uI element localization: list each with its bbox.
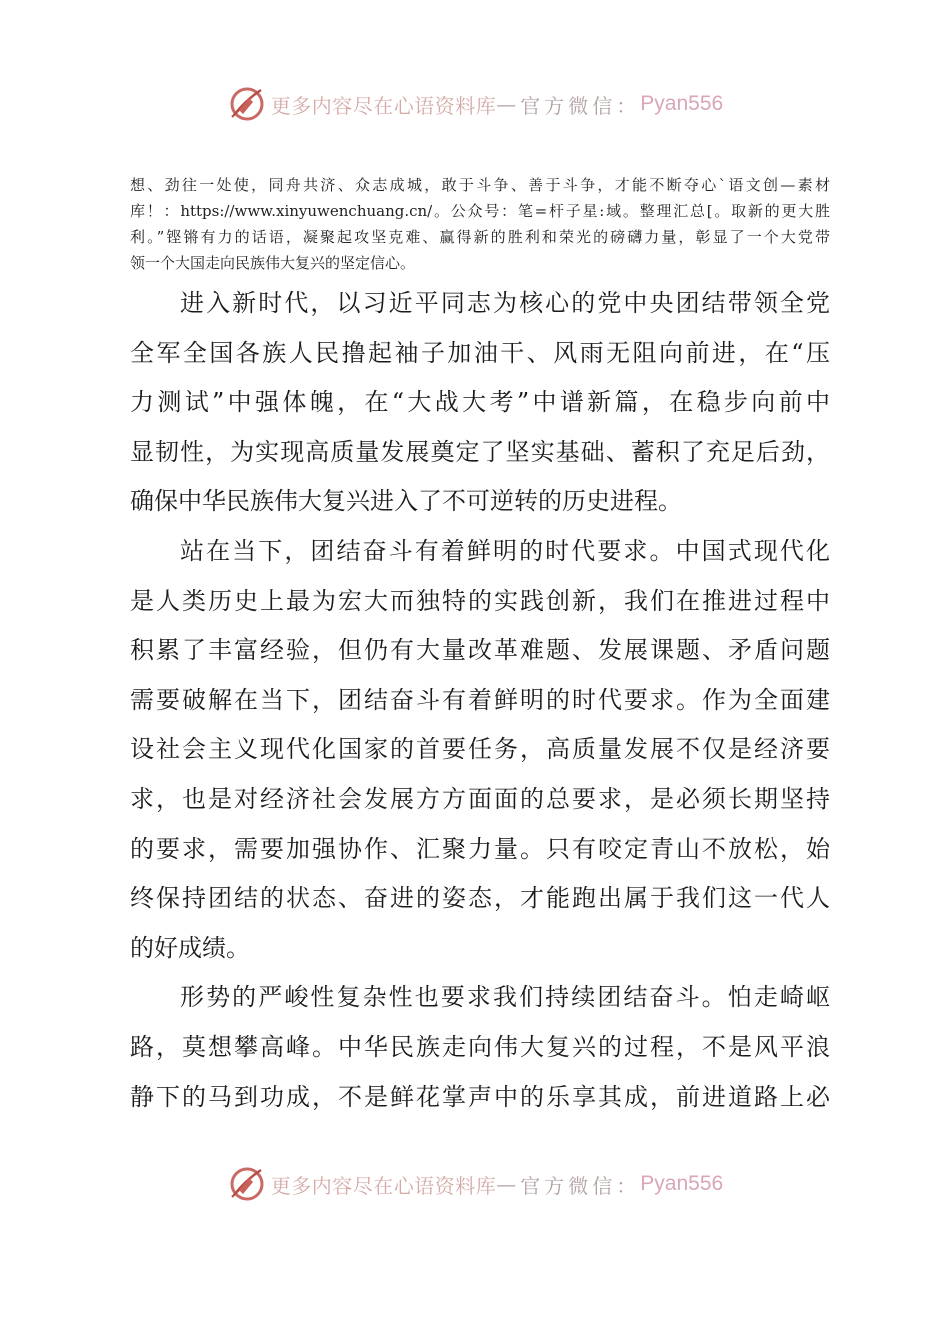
paragraph	[130, 279, 830, 527]
banner-dash: —	[496, 1172, 521, 1196]
paragraph-line: 设社会主义现代化国家的首要任务，高质量发展不仅是经济要	[130, 735, 830, 764]
pen-logo-icon	[227, 1164, 267, 1204]
paragraph-line: 站在当下，团结奋斗有着鲜明的时代要求。中国式现代化	[180, 536, 830, 565]
intro-line: 领一个大国走向民族伟大复兴的坚定信心。	[130, 254, 416, 272]
paragraph-line: 求，也是对经济社会发展方方面面的总要求，是必须长期坚持	[130, 784, 830, 813]
paragraph-line: 是人类历史上最为宏大而独特的实践创新，我们在推进过程中	[130, 586, 830, 615]
banner-official-label: 官方微信：	[520, 93, 641, 118]
banner-wechat-id: Pyan556	[640, 92, 724, 115]
paragraph-line: 显韧性，为实现高质量发展奠定了坚实基础、蓄积了充足后劲，	[130, 437, 830, 466]
paragraph-line: 路，莫想攀高峰。中华民族走向伟大复兴的过程，不是风平浪	[130, 1032, 830, 1061]
pen-logo-icon	[227, 84, 267, 124]
paragraph-line: 终保持团结的状态、奋进的姿态，才能跑出属于我们这一代人	[130, 884, 830, 913]
paragraph	[130, 527, 830, 973]
paragraph-line: 力测试”中强体魄，在“大战大考”中谱新篇，在稳步向前中	[130, 388, 830, 417]
paragraph-line: 积累了丰富经验，但仍有大量改革难题、发展课题、矛盾问题	[130, 636, 830, 665]
paragraph-line: 全军全国各族人民撸起袖子加油干、风雨无阻向前进，在“压	[130, 338, 830, 367]
header-banner	[0, 82, 950, 126]
paragraph-line: 确保中华民族伟大复兴进入了不可逆转的历史进程。	[130, 487, 682, 516]
intro-text-block	[130, 172, 830, 276]
paragraph-line: 进入新时代，以习近平同志为核心的党中央团结带领全党	[180, 289, 830, 317]
paragraph-line: 的要求，需要加强协作、汇聚力量。只有咬定青山不放松，始	[130, 834, 830, 863]
intro-line: 想、劲往一处使，同舟共济、众志成城，敢于斗争、善于斗争，才能不断夺心`语文创—素材	[130, 176, 830, 194]
paragraph	[130, 973, 830, 1122]
banner-site-text: 更多内容尽在心语资料库	[270, 93, 497, 118]
banner-site-text: 更多内容尽在心语资料库	[270, 1173, 497, 1198]
intro-line: 利。”铿锵有力的话语，凝聚起攻坚克难、赢得新的胜利和荣光的磅礴力量，彰显了一个大党带	[130, 228, 830, 246]
banner-wechat-id: Pyan556	[640, 1172, 724, 1195]
banner-dash: —	[496, 92, 521, 116]
paragraph-line: 静下的马到功成，不是鲜花掌声中的乐享其成，前进道路上必	[130, 1082, 830, 1111]
paragraph-line: 形势的严峻性复杂性也要求我们持续团结奋斗。怕走崎岖	[180, 983, 830, 1012]
banner-official-label: 官方微信：	[520, 1173, 641, 1198]
article-body	[130, 279, 830, 1122]
intro-line: 库！：https://www.xinyuwenchuang.cn/。公众号：笔=杆子星:域。整理汇总[。取新的更大胜	[130, 202, 830, 220]
footer-banner	[0, 1162, 950, 1206]
paragraph-line: 需要破解在当下，团结奋斗有着鲜明的时代要求。作为全面建	[130, 685, 830, 714]
paragraph-line: 的好成绩。	[130, 933, 250, 962]
